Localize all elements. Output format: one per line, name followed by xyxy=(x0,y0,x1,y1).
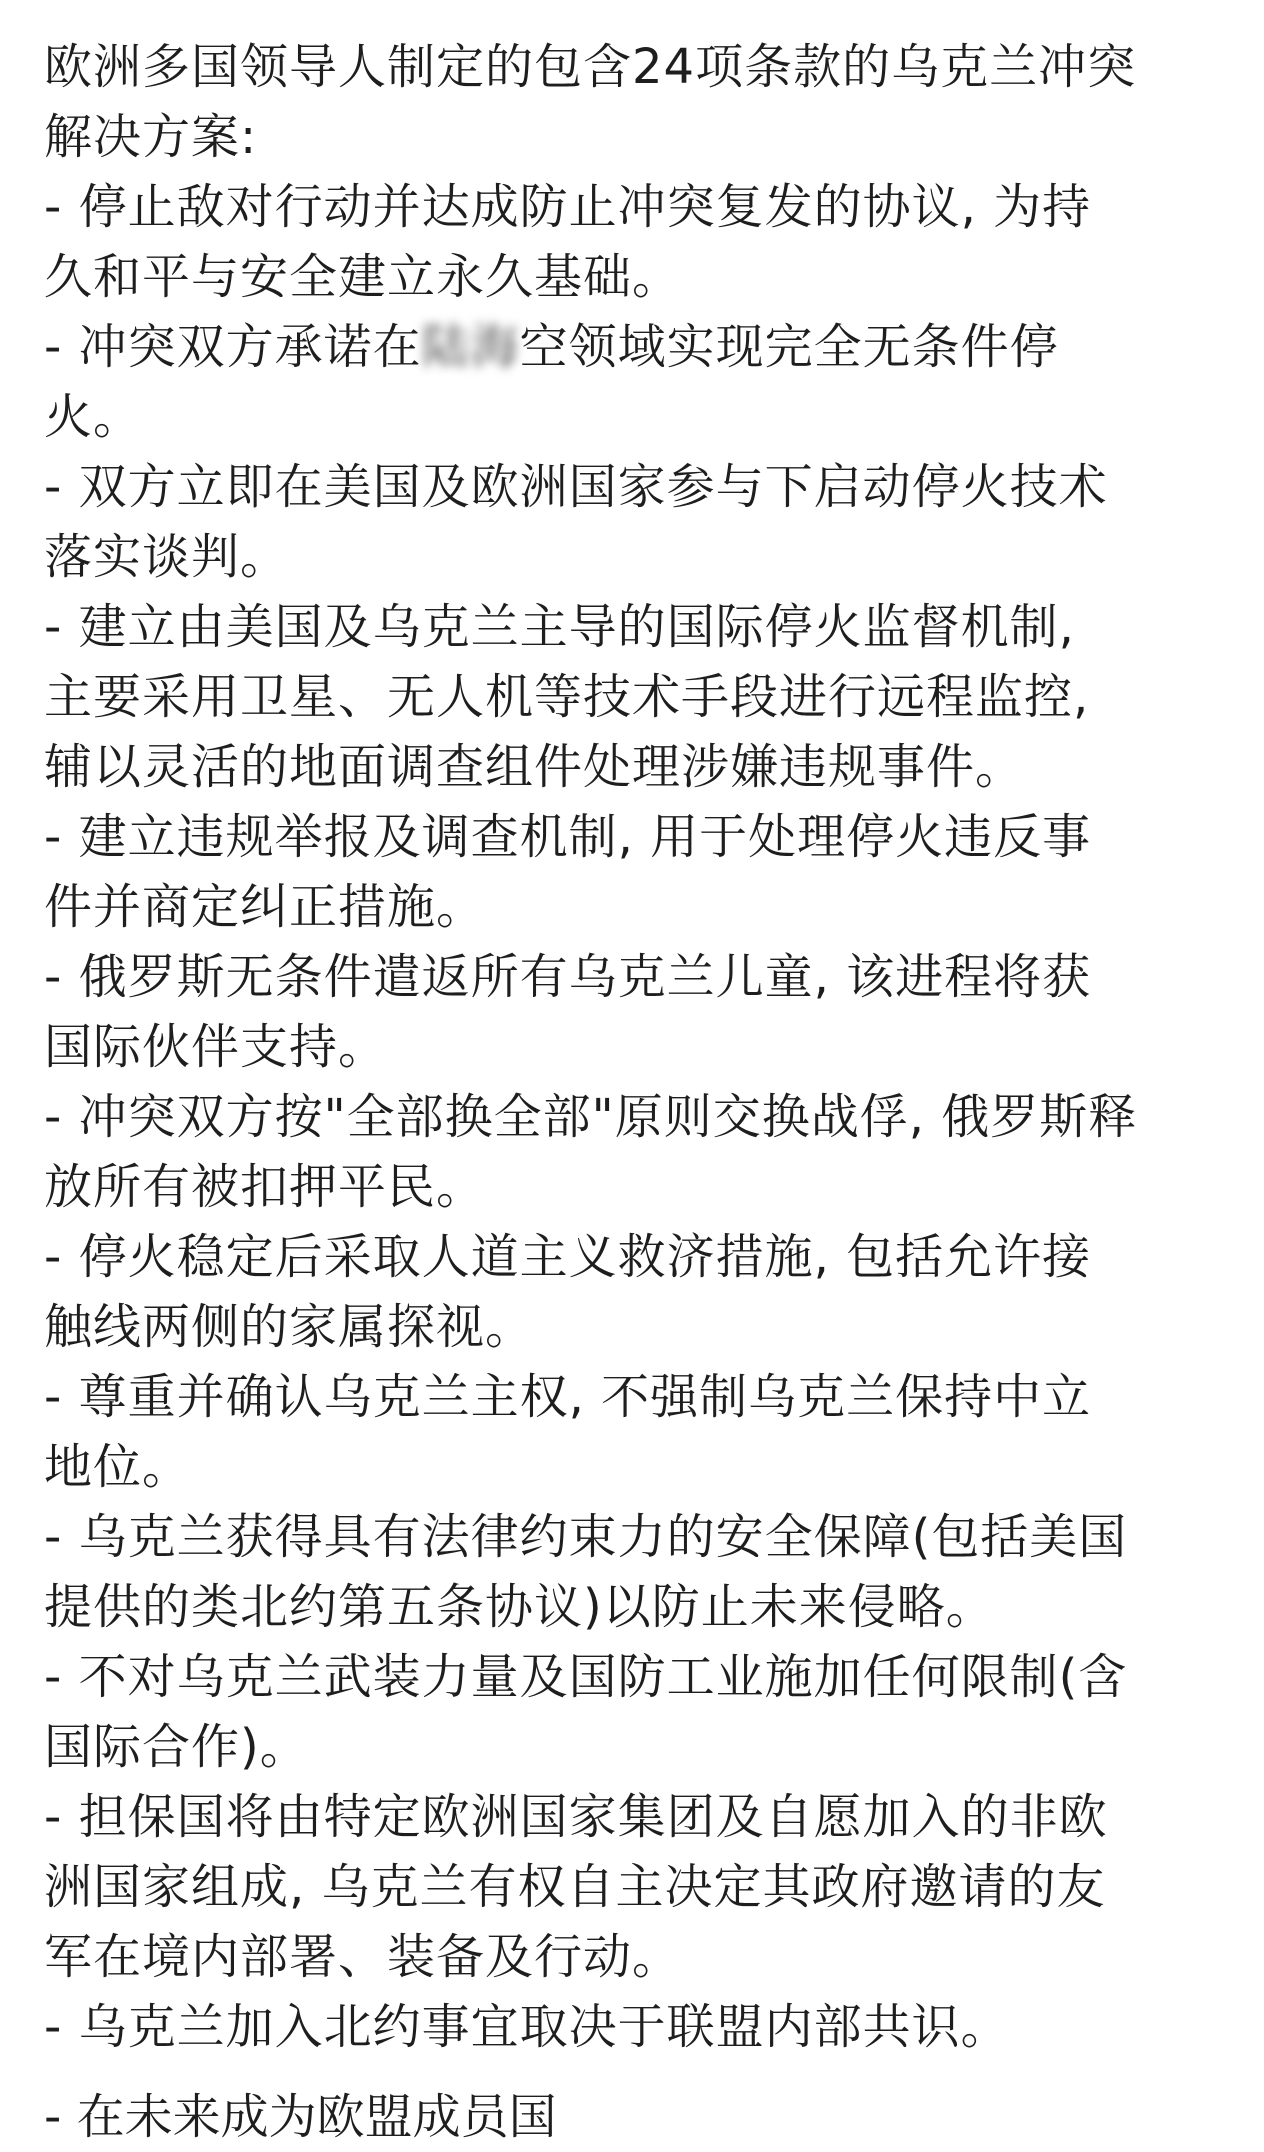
clause-line: 地位。 xyxy=(44,1439,192,1495)
blurred-text: 陆海 xyxy=(421,319,520,375)
clause-6 xyxy=(44,942,1222,1082)
clause-line: - 冲突双方按"全部换全部"原则交换战俘, 俄罗斯释 xyxy=(44,1089,1138,1145)
clause-line: - 停止敌对行动并达成防止冲突复发的协议, 为持 xyxy=(44,179,1092,235)
clause-line xyxy=(44,312,1222,382)
clause-line: - 担保国将由特定欧洲国家集团及自愿加入的非欧 xyxy=(44,1789,1108,1845)
clause-9 xyxy=(44,1362,1222,1502)
clause-text-post: 空领域实现完全无条件停 xyxy=(519,319,1059,375)
article-text xyxy=(44,32,1222,2062)
clause-line: - 建立由美国及乌克兰主导的国际停火监督机制, xyxy=(44,599,1075,655)
clause-line: 国际伙伴支持。 xyxy=(44,1019,388,1075)
clause-line: 件并商定纠正措施。 xyxy=(44,879,486,935)
clause-1 xyxy=(44,172,1222,312)
clause-line: - 俄罗斯无条件遣返所有乌克兰儿童, 该进程将获 xyxy=(44,949,1092,1005)
clause-line: - 不对乌克兰武装力量及国防工业施加任何限制(含 xyxy=(44,1649,1128,1705)
clause-line: 放所有被扣押平民。 xyxy=(44,1159,486,1215)
clause-10 xyxy=(44,1502,1222,1642)
clause-11 xyxy=(44,1642,1222,1782)
clause-12 xyxy=(44,1782,1222,1992)
clause-line: 火。 xyxy=(44,389,143,445)
clause-line: - 停火稳定后采取人道主义救济措施, 包括允许接 xyxy=(44,1229,1092,1285)
clause-7 xyxy=(44,1082,1222,1222)
clause-line: 辅以灵活的地面调查组件处理涉嫌违规事件。 xyxy=(44,739,1025,795)
clause-line: - 乌克兰获得具有法律约束力的安全保障(包括美国 xyxy=(44,1509,1128,1565)
clause-13 xyxy=(44,1992,1222,2062)
intro-paragraph xyxy=(44,32,1222,172)
clause-line: - 建立违规举报及调查机制, 用于处理停火违反事 xyxy=(44,809,1092,865)
clause-line: 久和平与安全建立永久基础。 xyxy=(44,249,682,305)
clause-line: 落实谈判。 xyxy=(44,529,290,585)
clause-8 xyxy=(44,1222,1222,1362)
clause-5 xyxy=(44,802,1222,942)
clause-text-pre: - 冲突双方承诺在 xyxy=(44,319,422,375)
clause-line: 主要采用卫星、无人机等技术手段进行远程监控, xyxy=(44,669,1090,725)
clause-line: - 乌克兰加入北约事宜取决于联盟内部共识。 xyxy=(44,1999,1010,2055)
intro-line-2: 解决方案: xyxy=(44,109,258,165)
clause-2 xyxy=(44,312,1222,452)
intro-line-1: 欧洲多国领导人制定的包含24项条款的乌克兰冲突 xyxy=(44,39,1137,95)
clause-3 xyxy=(44,452,1222,592)
clause-line: - 双方立即在美国及欧洲国家参与下启动停火技术 xyxy=(44,459,1108,515)
partially-visible-line: - 在未来成为欧盟成员国 xyxy=(44,2089,557,2145)
clause-line: - 尊重并确认乌克兰主权, 不强制乌克兰保持中立 xyxy=(44,1369,1092,1425)
clause-line: 洲国家组成, 乌克兰有权自主决定其政府邀请的友 xyxy=(44,1859,1106,1915)
clause-4 xyxy=(44,592,1222,802)
clause-line: 触线两侧的家属探视。 xyxy=(44,1299,535,1355)
clause-line: 军在境内部署、装备及行动。 xyxy=(44,1929,682,1985)
clause-line: 提供的类北约第五条协议)以防止未来侵略。 xyxy=(44,1579,995,1635)
clause-line: 国际合作)。 xyxy=(44,1719,309,1775)
